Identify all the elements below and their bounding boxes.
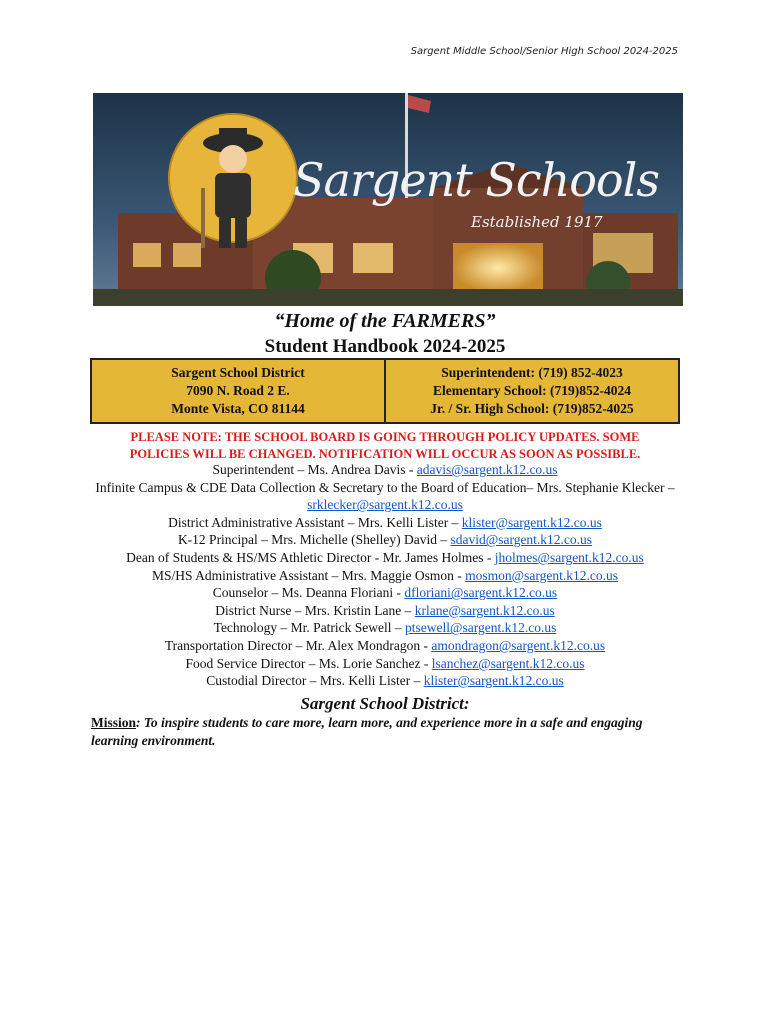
document-title: Student Handbook 2024-2025 [264,336,506,357]
district-address [92,360,386,422]
staff-directory [80,461,690,690]
email-link[interactable]: krlane@sargent.k12.co.us [414,602,555,618]
banner-image [93,93,683,306]
staff-entry: Infinite Campus & CDE Data Collection & Secretary to the Board of Education– Mrs. Stephanie Klecker – srklecker@sargent.k12.co.us [95,479,675,513]
mission-label: Mission [91,715,137,730]
staff-entry: Transportation Director – Mr. Alex Mondragon - amondragon@sargent.k12.co.us [164,637,606,653]
notice-line: POLICIES WILL BE CHANGED. NOTIFICATION WILL OCCUR AS SOON AS POSSIBLE. [129,447,641,461]
email-link[interactable]: ptsewell@sargent.k12.co.us [405,620,557,636]
staff-entry: K-12 Principal – Mrs. Michelle (Shelley) David – sdavid@sargent.k12.co.us [177,532,593,548]
district-name: Sargent School District [171,365,305,380]
staff-entry: Counselor – Ms. Deanna Floriani - dfloriani@sargent.k12.co.us [212,585,558,601]
staff-entry: Food Service Director – Ms. Lorie Sanchez - lsanchez@sargent.k12.co.us [185,655,585,671]
policy-notice [0,429,770,463]
motto: “Home of the FARMERS” [274,310,496,332]
staff-entry: Dean of Students & HS/MS Athletic Director - Mr. James Holmes - jholmes@sargent.k12.co.us [126,549,644,565]
contact-info-box [90,358,680,424]
address-street: 7090 N. Road 2 E. [186,383,290,398]
email-link[interactable]: lsanchez@sargent.k12.co.us [431,655,585,671]
email-link[interactable]: sdavid@sargent.k12.co.us [450,532,593,548]
email-link[interactable]: mosmon@sargent.k12.co.us [465,567,618,583]
staff-entry: District Nurse – Mrs. Kristin Lane – krlane@sargent.k12.co.us [215,602,555,618]
phone-high-school: Jr. / Sr. High School: (719)852-4025 [430,401,634,416]
email-link[interactable]: amondragon@sargent.k12.co.us [431,637,606,653]
staff-entry: Superintendent – Ms. Andrea Davis - adavis@sargent.k12.co.us [212,462,558,477]
staff-entry: Technology – Mr. Patrick Sewell – ptsewell@sargent.k12.co.us [213,620,557,636]
banner-title: Sargent Schools [293,153,659,207]
phone-elementary: Elementary School: (719)852-4024 [433,383,631,398]
email-link[interactable]: klister@sargent.k12.co.us [423,673,564,689]
mission-statement [91,714,681,750]
district-heading: Sargent School District: [300,694,470,713]
running-header: Sargent Middle School/Senior High School 2024-2025 [410,46,678,57]
phone-superintendent: Superintendent: (719) 852-4023 [441,365,623,380]
email-link[interactable]: srklecker@sargent.k12.co.us [307,497,463,513]
email-link[interactable]: klister@sargent.k12.co.us [461,514,602,530]
staff-entry: MS/HS Administrative Assistant – Mrs. Maggie Osmon - mosmon@sargent.k12.co.us [152,567,618,583]
banner-subtitle: Established 1917 [471,213,603,231]
phone-numbers [386,360,678,422]
email-link[interactable]: adavis@sargent.k12.co.us [416,462,558,477]
email-link[interactable]: jholmes@sargent.k12.co.us [494,549,644,565]
staff-entry: District Administrative Assistant – Mrs. Kelli Lister – klister@sargent.k12.co.us [168,514,602,530]
staff-entry: Custodial Director – Mrs. Kelli Lister – klister@sargent.k12.co.us [206,673,564,689]
email-link[interactable]: dfloriani@sargent.k12.co.us [404,585,558,601]
address-city: Monte Vista, CO 81144 [171,401,305,416]
mission-text: : To inspire students to care more, learn more, and experience more in a safe and engaging learning environment. [91,715,643,748]
notice-line: PLEASE NOTE: THE SCHOOL BOARD IS GOING THROUGH POLICY UPDATES. SOME [130,430,640,444]
